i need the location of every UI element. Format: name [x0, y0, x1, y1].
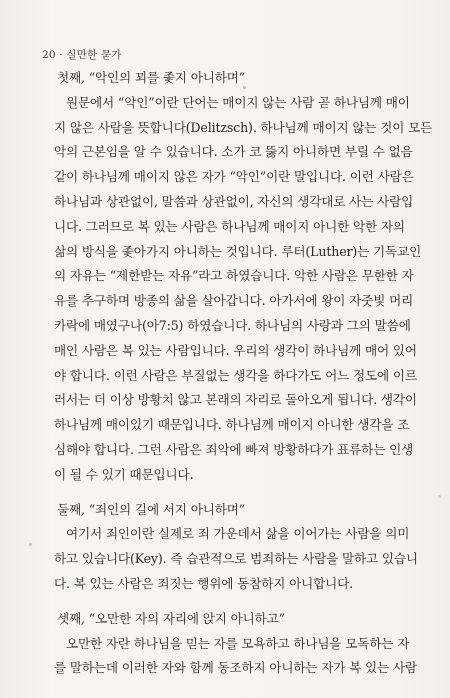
body-line: 야 합니다. 이런 사람은 부질없는 생각을 하다가도 어느 정도에 이르 — [54, 367, 417, 383]
running-head: 20 · 실만한 묻가 — [42, 49, 122, 61]
section-heading-1: 첫째, “악인의 꾀를 좇지 아니하며” — [57, 70, 246, 85]
body-line: 러서는 더 이상 방황치 않고 본래의 자리로 돌아오게 됩니다. 생각이 — [54, 392, 417, 408]
paper-speck — [243, 86, 246, 89]
body-line: 악의 근본임을 알 수 있습니다. 소가 코 뚫지 아니하면 부릴 수 없음 — [54, 144, 413, 160]
body-line: 니다. 그러므로 복 있는 사람은 하나님께 매이지 아니한 악한 자의 — [54, 218, 405, 234]
body-line: 여기서 죄인이란 실제로 죄 가운데서 삶을 이어가는 사람을 의미 — [66, 526, 410, 542]
body-line: 의 자유는 “제한받는 자유”라고 하였습니다. 악한 사람은 무한한 자 — [54, 268, 414, 284]
page-body — [54, 66, 433, 681]
body-line: 를 말하는데 이러한 자와 함께 동조하지 아니하는 자가 복 있는 사람 — [54, 660, 417, 676]
body-line: 매인 사람은 복 있는 사람입니다. 우리의 생각이 하나님께 매어 있어 — [54, 342, 417, 358]
section-gap — [54, 488, 400, 498]
paper-speck — [438, 495, 441, 498]
body-line: 하나님께 매이있기 때문입니다. 하나님께 매이지 아니한 생각을 조 — [54, 417, 410, 433]
body-line: 하나님과 상관없이, 말씀과 상관없이, 자신의 생각대로 사는 사람입 — [54, 193, 414, 209]
body-line: 카락에 매였구나(아7:5) 하였습니다. 하나님의 사랑과 그의 말씀에 — [54, 317, 411, 333]
body-line: 지 않은 사람을 뜻합니다(Delitzsch). 하나님께 매이지 않는 것이 모든 — [54, 119, 433, 135]
body-line: 하고 있습니다(Key). 즉 습관적으로 범죄하는 사람을 말하고 있습니 — [54, 551, 418, 567]
section-gap — [54, 597, 400, 607]
paper-speck — [29, 543, 32, 546]
body-line: 같이 하나님께 매이지 않은 자가 “악인”이란 말입니다. 이런 사람은 — [54, 169, 414, 185]
body-line: 유를 추구하며 방종의 삶을 살아갑니다. 아가서에 왕이 자줏빛 머리 — [54, 293, 414, 309]
body-line: 오만한 자란 하나님을 믿는 자를 모욕하고 하나님을 모독하는 자 — [66, 635, 410, 651]
body-line: 다. 복 있는 사람은 죄짓는 행위에 동참하지 아니합니다. — [54, 575, 354, 591]
body-line: 이 될 수 있기 때문입니다. — [54, 466, 194, 482]
body-line: 원문에서 “악인”이란 단어는 매이지 않는 사람 곧 하나님께 매이 — [66, 94, 410, 110]
body-line: 심해야 합니다. 그런 사람은 죄악에 빠져 방황하다가 표류하는 인생 — [54, 441, 414, 457]
section-heading-2: 둘째, “죄인의 길에 서지 아니하며” — [57, 501, 246, 517]
section-heading-3: 셋째, “오만한 자의 자리에 앉지 아니하고” — [57, 610, 285, 626]
body-line: 삶의 방식을 좇아가지 아니하는 것입니다. 루터(Luther)는 기독교인 — [54, 243, 422, 259]
